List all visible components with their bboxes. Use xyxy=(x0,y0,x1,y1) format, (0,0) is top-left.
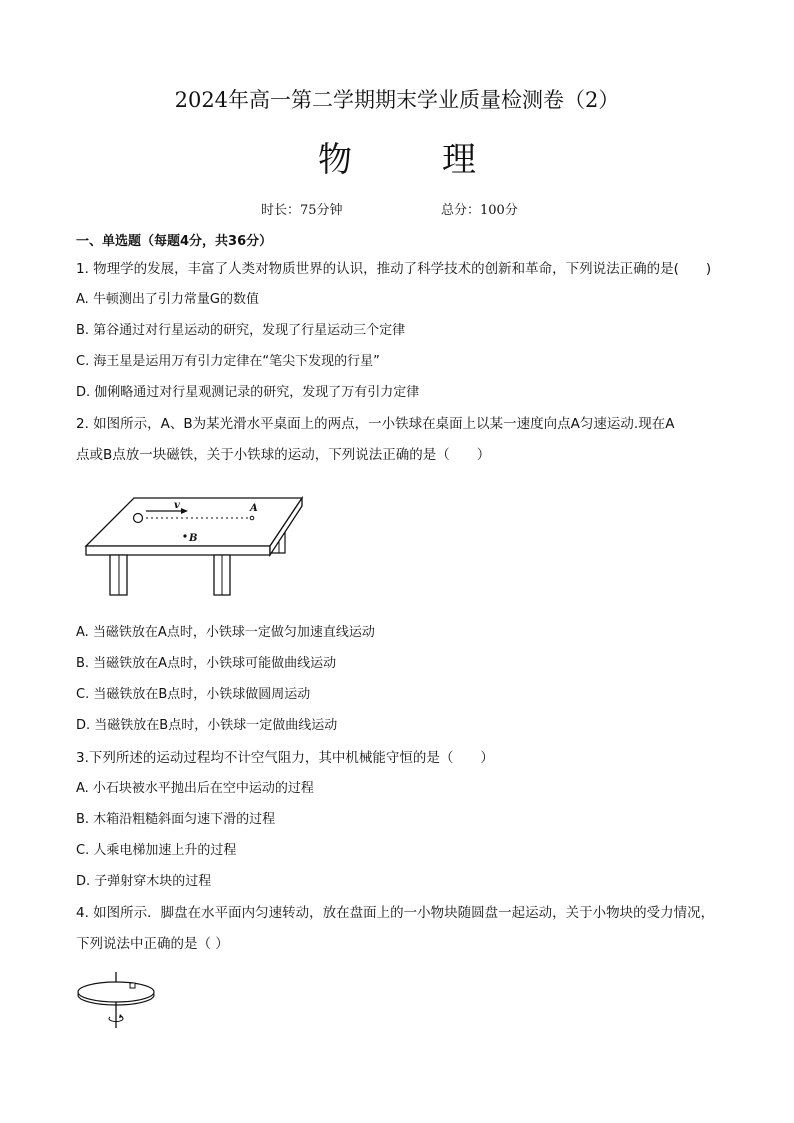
q1-option-c: C. 海王星是运用万有引力定律在“笔尖下发现的行星” xyxy=(76,354,380,369)
q1-option-d: D. 伽俐略通过对行星观测记录的研究，发现了万有引力定律 xyxy=(76,385,420,400)
subject-char-1: 物 xyxy=(318,140,352,180)
point-b xyxy=(183,534,186,537)
exam-total-score: 总分：100分 xyxy=(441,203,518,218)
q2-stem-line2: 点或B点放一块磁铁，关于小铁球的运动，下列说法正确的是（ ） xyxy=(76,447,491,463)
point-a xyxy=(250,516,254,520)
q2-option-b: B. 当磁铁放在A点时，小铁球可能做曲线运动 xyxy=(76,656,337,671)
q3-option-a: A. 小石块被水平抛出后在空中运动的过程 xyxy=(76,781,314,796)
q1-option-b: B. 第谷通过对行星运动的研究，发现了行星运动三个定律 xyxy=(76,323,406,338)
q2-stem-line1: 2. 如图所示，A、B为某光滑水平桌面上的两点，一小铁球在桌面上以某一速度向点A匀速运动.现在A xyxy=(76,416,675,432)
label-a: A xyxy=(250,503,258,514)
q1-option-a: A. 牛顿测出了引力常量G的数值 xyxy=(76,292,260,307)
q3-option-c: C. 人乘电梯加速上升的过程 xyxy=(76,843,237,858)
section-heading: 一、单选题（每题4分，共36分） xyxy=(76,234,273,249)
q2-option-c: C. 当磁铁放在B点时，小铁球做圆周运动 xyxy=(76,687,311,702)
subject-title xyxy=(0,138,794,182)
disk-top xyxy=(78,982,154,1002)
subject-char-2: 理 xyxy=(442,140,476,180)
q3-stem: 3.下列所述的运动过程均不计空气阻力，其中机械能守恒的是（ ） xyxy=(76,750,494,766)
label-b: B xyxy=(189,533,198,544)
q3-option-b: B. 木箱沿粗糙斜面匀速下滑的过程 xyxy=(76,812,276,827)
exam-duration: 时长：75分钟 xyxy=(261,203,343,218)
iron-ball xyxy=(134,514,143,523)
exam-title: 2024年高一第二学期期末学业质量检测卷（2） xyxy=(174,88,620,112)
q4-stem-line1: 4. 如图所示．脚盘在水平面内匀速转动，放在盘面上的一小物块随圆盘一起运动，关于小物块的受力情况， xyxy=(76,905,715,921)
q4-disk-figure xyxy=(74,970,160,1034)
small-block xyxy=(130,983,135,988)
q3-option-d: D. 子弹射穿木块的过程 xyxy=(76,874,212,889)
q2-option-a: A. 当磁铁放在A点时，小铁球一定做匀加速直线运动 xyxy=(76,625,375,640)
label-v: v xyxy=(174,500,180,511)
q2-option-d: D. 当磁铁放在B点时，小铁球一定做曲线运动 xyxy=(76,718,338,733)
q1-stem: 1. 物理学的发展，丰富了人类对物质世界的认识，推动了科学技术的创新和革命，下列说法正确的是( ) xyxy=(76,261,712,277)
table-front-edge xyxy=(86,546,270,555)
q4-stem-line2: 下列说法中正确的是（ ） xyxy=(76,936,229,952)
q2-table-figure xyxy=(80,490,310,602)
